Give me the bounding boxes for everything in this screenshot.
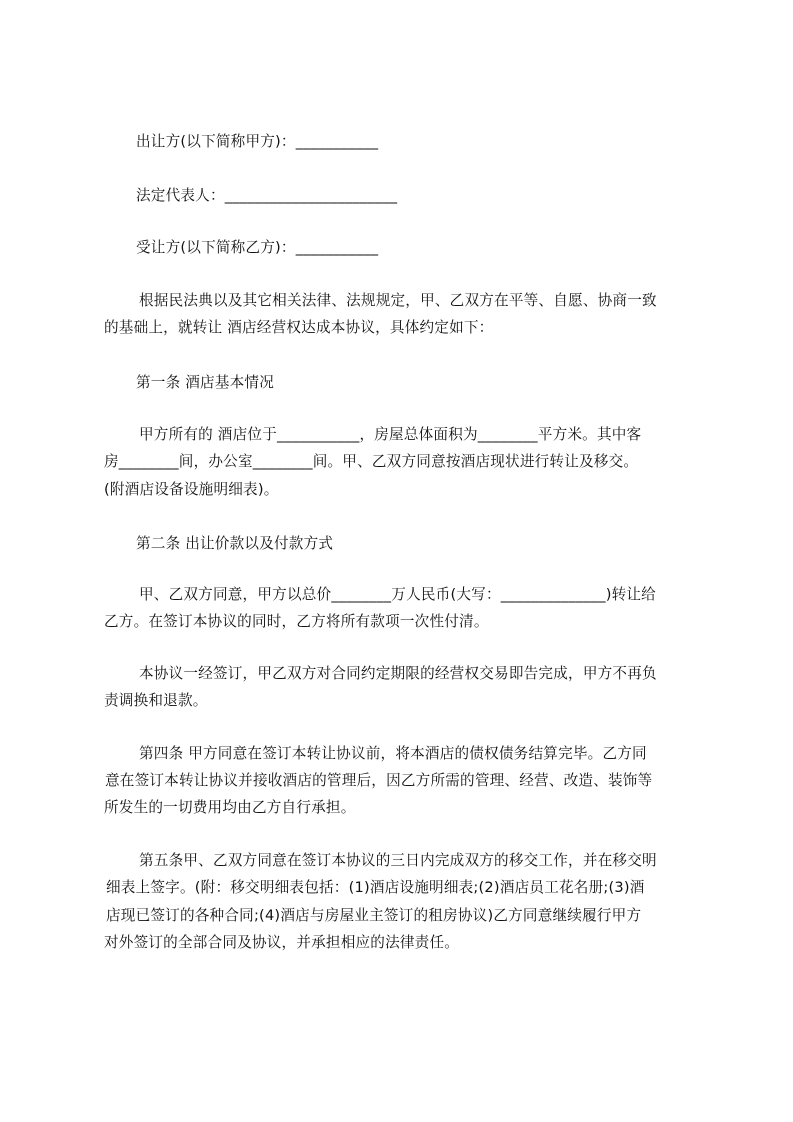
article-1-line-1: 甲方所有的 酒店位于___________，房屋总体面积为________平方米。其中客 (139, 426, 642, 443)
article-5-line-1: 第五条甲、乙双方同意在签订本协议的三日内完成双方的移交工作，并在移交明 (139, 852, 657, 869)
article-4-line-3: 所发生的一切费用均由乙方自行承担。 (104, 799, 356, 816)
article-5-line-4: 对外签订的全部合同及协议，并承担相应的法律责任。 (104, 934, 460, 951)
article-4-line-2: 意在签订本转让协议并接收酒店的管理后，因乙方所需的管理、经营、改造、装饰等 (105, 772, 653, 789)
article-2-heading: 第二条 出让价款以及付款方式 (136, 535, 334, 552)
article-5-line-3: 店现已签订的各种合同;(4)酒店与房屋业主签订的租房协议)乙方同意继续履行甲方 (106, 907, 642, 924)
preamble-line-2: 的基础上，就转让 酒店经营权达成本协议，具体约定如下： (104, 319, 494, 336)
article-5-line-2: 细表上签字。(附：移交明细表包括：(1)酒店设施明细表;(2)酒店员工花名册;(3)酒 (106, 879, 645, 896)
article-2-line-1: 甲、乙双方同意，甲方以总价________万人民币(大写：______________)转让给 (139, 586, 656, 603)
completion-line-1: 本协议一经签订，甲乙双方对合同约定期限的经营权交易即告完成，甲方不再负 (139, 665, 657, 682)
article-1-heading: 第一条 酒店基本情况 (136, 374, 274, 391)
transferor-line: 出让方(以下简称甲方)：___________ (136, 133, 379, 150)
legal-representative-line: 法定代表人：_______________________ (136, 187, 398, 204)
article-1-line-3: (附酒店设备设施明细表)。 (104, 481, 279, 498)
preamble-line-1: 根据民法典以及其它相关法律、法规规定，甲、乙双方在平等、自愿、协商一致 (139, 292, 657, 309)
article-2-line-2: 乙方。在签订本协议的同时，乙方将所有款项一次性付清。 (104, 613, 489, 630)
completion-line-2: 责调换和退款。 (104, 692, 208, 709)
article-4-line-1: 第四条 甲方同意在签订本转让协议前，将本酒店的债权债务结算完毕。乙方同 (139, 745, 647, 762)
transferee-line: 受让方(以下简称乙方)：___________ (136, 239, 379, 256)
article-1-line-2: 房________间，办公室________间。甲、乙双方同意按酒店现状进行转让及移交。 (104, 453, 639, 470)
